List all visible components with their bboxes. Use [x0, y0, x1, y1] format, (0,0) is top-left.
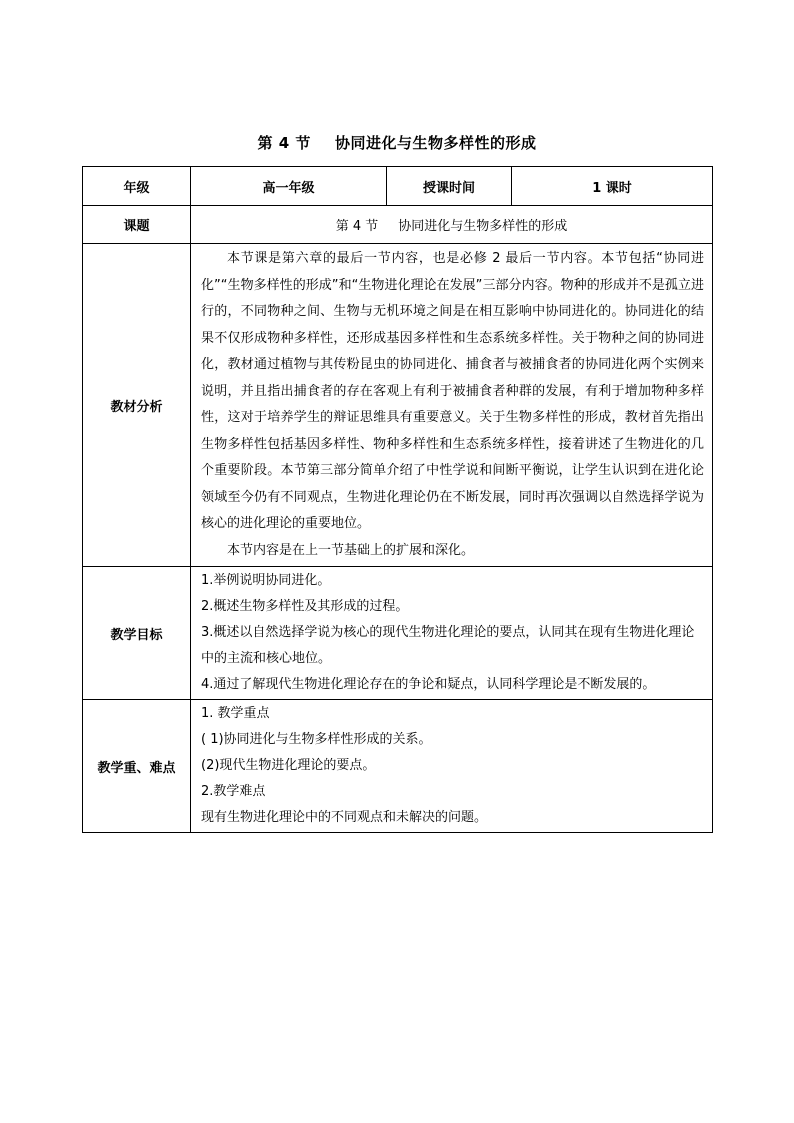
grade-row — [83, 167, 713, 206]
time-label: 授课时间 — [387, 167, 512, 206]
topic-value — [191, 206, 713, 244]
key-item: 1. 教学重点 — [201, 706, 270, 721]
topic-name: 协同进化与生物多样性的形成 — [398, 219, 568, 234]
topic-label: 课题 — [83, 206, 191, 244]
analysis-row — [83, 244, 713, 567]
goal-item: 2.概述生物多样性及其形成的过程。 — [201, 599, 409, 614]
grade-value: 高一年级 — [191, 167, 387, 206]
goal-item: 1.举例说明协同进化。 — [201, 573, 331, 588]
goal-item: 3.概述以自然选择学说为核心的现代生物进化理论的要点，认同其在现有生物进化理论中的主流和核心地位。 — [201, 625, 695, 666]
goals-label: 教学目标 — [83, 567, 191, 700]
lesson-plan-table — [82, 166, 713, 833]
keys-content — [191, 700, 713, 833]
topic-section: 第 4 节 — [335, 219, 379, 234]
key-item: 2.教学难点 — [201, 784, 266, 799]
key-item: (2)现代生物进化理论的要点。 — [201, 758, 376, 773]
title-name: 协同进化与生物多样性的形成 — [334, 134, 537, 152]
topic-row — [83, 206, 713, 244]
key-item: 现有生物进化理论中的不同观点和未解决的问题。 — [201, 810, 488, 825]
grade-label: 年级 — [83, 167, 191, 206]
goal-item: 4.通过了解现代生物进化理论存在的争论和疑点，认同科学理论是不断发展的。 — [201, 677, 656, 692]
analysis-paragraph: 本节课是第六章的最后一节内容，也是必修 2 最后一节内容。本节包括“协同进化”“生物多样性的形成”和“生物进化理论在发展”三部分内容。物种的形成并不是孤立进行的，不同物种之间、生物与无机环境之间是在相互影响中协同进化的。协同进化的结果不仅形成物种多样性，还形成基因多样性和生态系统多样性。关于物种之间的协同进化，教材通过植物与其传粉昆虫的协同进化、捕食者与被捕食者的协同进化两个实例来说明，并且指出捕食者的存在客观上有利于被捕食者种群的发展，有利于增加物种多样性，这对于培养学生的辩证思维具有重要意义。关于生物多样性的形成，教材首先指出生物多样性包括基因多样性、物种多样性和生态系统多样性，接着讲述了生物进化的几个重要阶段。本节第三部分简单介绍了中性学说和间断平衡说，让学生认识到在进化论领域至今仍有不同观点，生物进化理论仍在不断发展，同时再次强调以自然选择学说为核心的进化理论的重要地位。 — [201, 251, 704, 531]
time-value: 1 课时 — [512, 167, 713, 206]
goals-row — [83, 567, 713, 700]
goals-content — [191, 567, 713, 700]
document-title — [0, 132, 794, 153]
analysis-paragraph: 本节内容是在上一节基础上的扩展和深化。 — [227, 542, 475, 558]
keys-label: 教学重、难点 — [83, 700, 191, 833]
analysis-label: 教材分析 — [83, 244, 191, 567]
title-section: 第 4 节 — [257, 134, 311, 152]
key-item: ( 1)协同进化与生物多样性形成的关系。 — [201, 732, 432, 747]
analysis-content — [191, 244, 713, 567]
keys-row — [83, 700, 713, 833]
